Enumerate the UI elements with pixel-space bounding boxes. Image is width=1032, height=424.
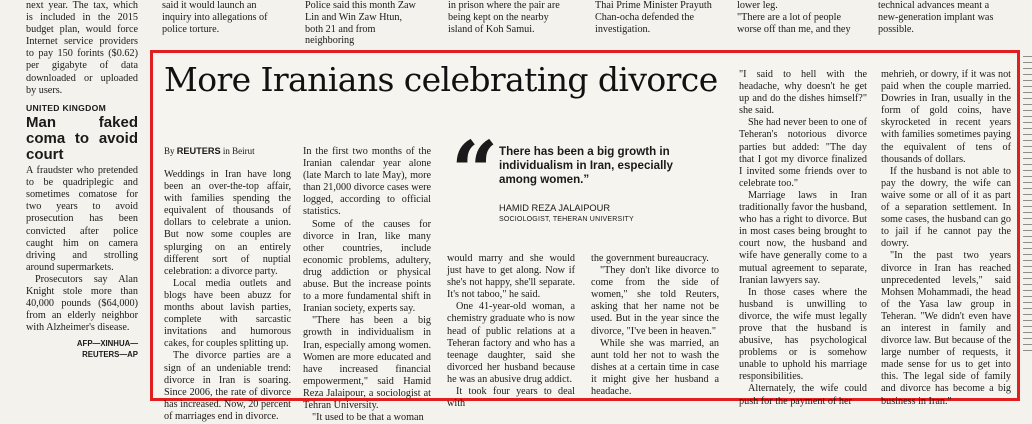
article-paragraph: Local media outlets and blogs have been abuzz for months about lavish parties, complete with sarcastic invitations and humorous cakes, for couples splitting up. (164, 277, 291, 350)
article-paragraph: "In the past two years divorce in Iran has reached unprecedented levels," said Mohsen Mohammadi, the head of the Yasa law group in Teheran. "We didn't even have an interest in family and divorce law. But because of the large number of requests, it made sense for us to get into this. The legal side of family and divorce has become a big business in Iran." (881, 250, 1011, 407)
pull-quote-attribution: HAMID REZA JALAIPOUR (499, 203, 611, 213)
article-column-4 (591, 253, 719, 399)
brief-paragraph: A fraudster who pretended to be quadriplegic and sometimes comatose for two years to avoid prosecution has been convicted after police caught him on camera driving and strolling around supermarkets. (26, 165, 138, 273)
article-column-5 (739, 69, 867, 407)
top-column-text (595, 0, 713, 34)
byline-prefix: By (164, 146, 175, 156)
brief-paragraph: Prosecutors say Alan Knight stole more than 40,000 pounds ($64,000) from an elderly neighbor with Alzheimer's disease. (26, 273, 138, 334)
pull-quote-text: There has been a big growth in individualism in Iran, especially among women.” (499, 145, 673, 186)
top-column-paragraph: technical advances meant a new-generation implant was possible. (878, 0, 994, 35)
section-label: UNITED KINGDOM (26, 103, 107, 113)
article-paragraph: mehrieh, or dowry, if it was not paid when the couple married. Dowries in Iran, usually in the form of gold coins, have skyrocketed in recent years with families sometimes paying the equivalent of tens of thousands of dollars. (881, 69, 1011, 165)
byline (164, 146, 284, 157)
brief-paragraph: next year. The tax, which is included in the 2015 budget plan, would force Internet service providers to pay 150 forints ($0.62) per gigabyte of data downloaded or uploaded by users. (26, 0, 138, 96)
highlighted-article (150, 50, 1020, 424)
article-paragraph: If the husband is not able to pay the dowry, the wife can waive some or all of it as part of a separation settlement. In some cases, the husband can go to jail if he cannot pay the dowry. (881, 165, 1011, 250)
article-paragraph: Marriage laws in Iran traditionally favor the husband, who has a right to divorce. But in most cases being brought to court now, the husband and wife have generally come to a mutual agreement to separate, Iranian lawyers say. (739, 189, 867, 286)
top-column-text (162, 0, 277, 34)
article-column-2 (303, 146, 431, 424)
top-column-text (878, 0, 1003, 34)
top-column-paragraph: "There are a lot of people worse off than me, and they (737, 11, 851, 35)
article-paragraph: The divorce parties are a sign of an undeniable trend: divorce in Iran is soaring. Since 2006, the rate of divorce has increased. Now, 20 percent of marriages end in divorce. (164, 350, 291, 422)
article-column-3 (447, 253, 575, 410)
article-paragraph: "They don't like divorce to come from the side of women," she told Reuters, asking that her name not be used. But in the year since the divorce, "I've been in heaven." (591, 265, 719, 337)
article-paragraph: It took four years to deal with (447, 386, 575, 410)
top-column-text (448, 0, 573, 34)
agency-credit: AFP—XINHUA— REUTERS—AP (76, 339, 138, 360)
article-paragraph: would marry and she would just have to get along. Now if she's not happy, she'll separate. It's not taboo," he said. (447, 253, 575, 301)
article-headline: More Iranians celebrating divorce (164, 60, 718, 99)
top-column-paragraph: Police said this month Zaw Lin and Win Zaw Htun, both 21 and from neighboring (305, 0, 416, 47)
article-paragraph: the government bureaucracy. (591, 253, 709, 264)
top-column-paragraph: lower leg. (737, 0, 778, 11)
article-paragraph: Some of the causes for divorce in Iran, like many other countries, include economic problems, adultery, drug addiction or physical abuse. But the increase points to a more fundamental shift in Iranian society, experts say. (303, 218, 431, 315)
top-column-text (737, 0, 857, 34)
article-paragraph: "I said to hell with the headache, why doesn't he get up and do the dishes himself?" she said. (739, 69, 867, 117)
brief-headline: Man faked coma to avoid court (26, 114, 138, 164)
article-paragraph: While she was married, an aunt told her not to wash the dishes at a certain time in case it might give her husband a headache. (591, 337, 719, 398)
top-column-paragraph: said it would launch an inquiry into allegations of police torture. (162, 0, 268, 35)
article-paragraph: Weddings in Iran have long been an over-the-top affair, with families spending the equivalent of thousands of dollars to celebrate a union. But now some couples are splurging on an entirely different sort of nuptial celebration: a divorce party. (164, 169, 291, 277)
top-column-text (305, 0, 420, 47)
article-paragraph: In those cases where the husband is unwilling to divorce, the wife must legally prove that the husband is abusive, has psychological problems or is somehow unable to uphold his marriage responsibilities. (739, 286, 867, 383)
pull-quote-role: SOCIOLOGIST, TEHERAN UNIVERSITY (499, 216, 634, 223)
article-column-6 (881, 69, 1011, 407)
sidebar-news-briefs (26, 0, 138, 406)
article-paragraph: She had never been to one of Teheran's notorious divorce parties but added: "The day that I got my divorce finalized I invited some friends over to celebrate too." (739, 117, 867, 189)
article-paragraph: In the first two months of the Iranian calendar year alone (late March to late May), more than 21,000 divorce cases were logged, according to official statistics. (303, 146, 431, 218)
quote-mark-icon: “ (451, 124, 499, 220)
article-column-1 (164, 169, 291, 422)
top-column-paragraph: in prison where the pair are being kept on the nearby island of Koh Samui. (448, 0, 560, 35)
byline-place: in Beirut (222, 146, 255, 156)
top-column-paragraph: Thai Prime Minister Prayuth Chan-ocha defended the investigation. (595, 0, 712, 35)
byline-source: REUTERS (176, 146, 221, 156)
article-paragraph: "There has been a big growth in individualism in Iran, especially among women. Women are more educated and have increased financial empowerment," said Hamid Reza Jalaipour, a sociologist at Tehran University. (303, 315, 431, 411)
article-paragraph: "It used to be that a woman (312, 412, 424, 424)
adjacent-column-edge (1023, 56, 1032, 356)
article-paragraph: One 41-year-old woman, a chemistry graduate who is now head of public relations at a Teheran factory and who has a teenage daughter, said she divorced her husband because he was an abusive drug addict. (447, 301, 575, 385)
article-paragraph: Alternately, the wife could push for the payment of her (739, 383, 867, 407)
